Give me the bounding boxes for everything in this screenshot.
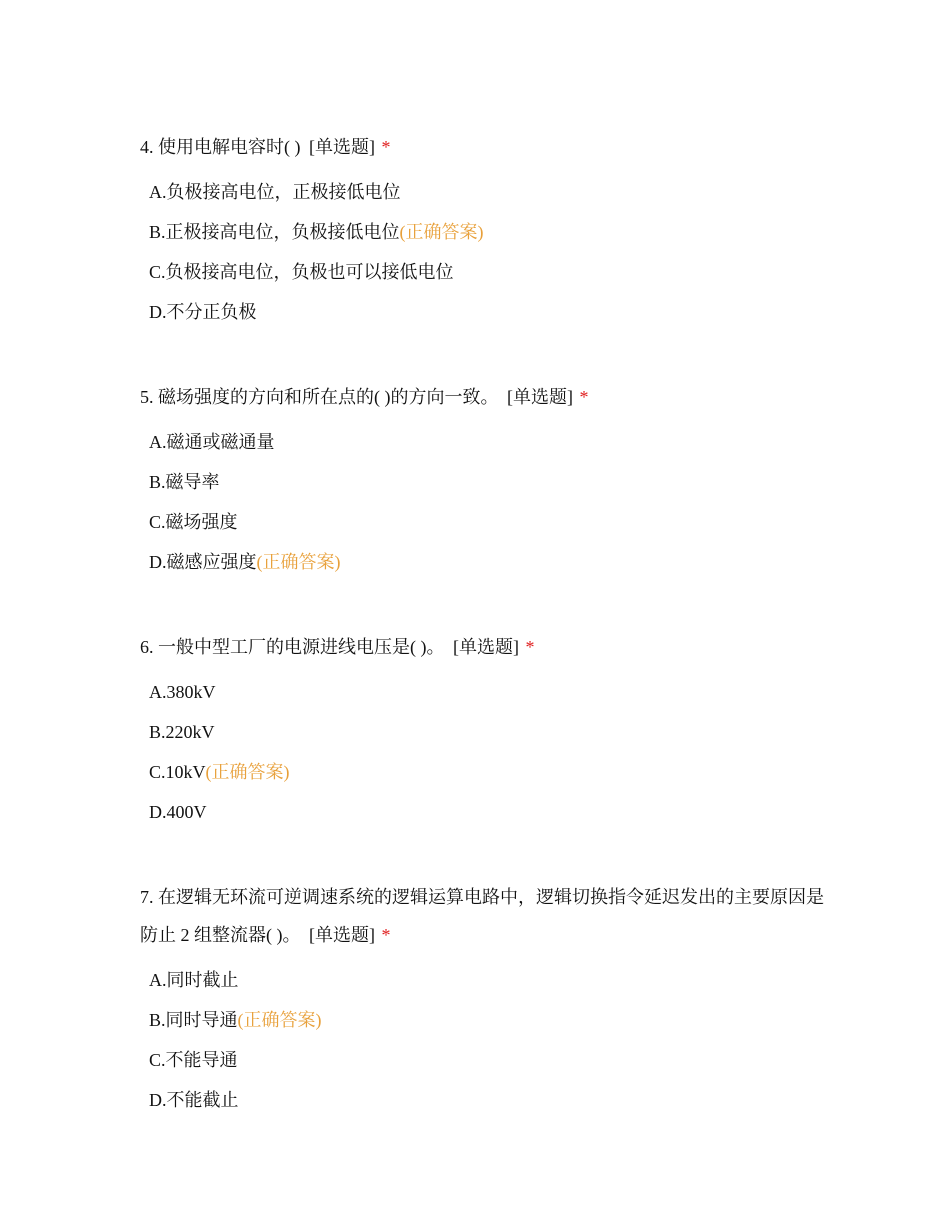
option-label: C.不能导通 bbox=[149, 1050, 238, 1070]
option-label: C.10kV bbox=[149, 762, 206, 782]
question-number: 4. bbox=[140, 137, 154, 157]
question-title bbox=[140, 128, 830, 166]
option-label: D.不能截止 bbox=[149, 1090, 239, 1110]
question-text: 磁场强度的方向和所在点的( )的方向一致。 bbox=[158, 387, 499, 407]
question-title bbox=[140, 878, 830, 954]
question-type: [单选题] bbox=[507, 387, 573, 407]
question-type: [单选题] bbox=[309, 925, 375, 945]
option-c bbox=[140, 1040, 830, 1080]
question-4 bbox=[140, 128, 830, 332]
question-title bbox=[140, 628, 830, 666]
required-mark: * bbox=[381, 137, 391, 157]
option-a bbox=[140, 960, 830, 1000]
correct-tag: (正确答案) bbox=[256, 552, 341, 572]
option-label: A.同时截止 bbox=[149, 970, 239, 990]
option-d bbox=[140, 792, 830, 832]
option-label: A.磁通或磁通量 bbox=[149, 432, 275, 452]
question-text: 使用电解电容时( ) bbox=[158, 137, 301, 157]
option-a bbox=[140, 422, 830, 462]
option-label: D.不分正负极 bbox=[149, 302, 257, 322]
option-label: A.380kV bbox=[149, 682, 216, 702]
question-type: [单选题] bbox=[309, 137, 375, 157]
option-list bbox=[140, 422, 830, 582]
question-number: 6. bbox=[140, 637, 154, 657]
question-7 bbox=[140, 878, 830, 1120]
question-5 bbox=[140, 378, 830, 582]
option-list bbox=[140, 672, 830, 832]
question-text: 在逻辑无环流可逆调速系统的逻辑运算电路中，逻辑切换指令延迟发出的主要原因是防止 2 组整流器( )。 bbox=[140, 887, 824, 945]
option-list bbox=[140, 960, 830, 1120]
option-label: B.同时导通 bbox=[149, 1010, 238, 1030]
question-type: [单选题] bbox=[453, 637, 519, 657]
option-list bbox=[140, 172, 830, 332]
question-title bbox=[140, 378, 830, 416]
correct-tag: (正确答案) bbox=[205, 762, 290, 782]
option-b bbox=[140, 712, 830, 752]
option-a bbox=[140, 672, 830, 712]
option-d bbox=[140, 542, 830, 582]
required-mark: * bbox=[525, 637, 535, 657]
option-c bbox=[140, 752, 830, 792]
option-b bbox=[140, 212, 830, 252]
question-number: 7. bbox=[140, 887, 154, 907]
question-number: 5. bbox=[140, 387, 154, 407]
required-mark: * bbox=[579, 387, 589, 407]
correct-tag: (正确答案) bbox=[399, 222, 484, 242]
option-label: B.磁导率 bbox=[149, 472, 220, 492]
option-d bbox=[140, 1080, 830, 1120]
option-c bbox=[140, 252, 830, 292]
question-text: 一般中型工厂的电源进线电压是( )。 bbox=[158, 637, 445, 657]
option-label: B.220kV bbox=[149, 722, 215, 742]
option-label: B.正极接高电位，负极接低电位 bbox=[149, 222, 400, 242]
correct-tag: (正确答案) bbox=[237, 1010, 322, 1030]
question-6 bbox=[140, 628, 830, 832]
option-label: D.磁感应强度 bbox=[149, 552, 257, 572]
option-d bbox=[140, 292, 830, 332]
option-a bbox=[140, 172, 830, 212]
option-label: C.负极接高电位，负极也可以接低电位 bbox=[149, 262, 454, 282]
option-b bbox=[140, 462, 830, 502]
option-label: A.负极接高电位，正极接低电位 bbox=[149, 182, 401, 202]
option-b bbox=[140, 1000, 830, 1040]
required-mark: * bbox=[381, 925, 391, 945]
option-label: C.磁场强度 bbox=[149, 512, 238, 532]
question-list bbox=[140, 128, 830, 1166]
option-c bbox=[140, 502, 830, 542]
option-label: D.400V bbox=[149, 802, 207, 822]
